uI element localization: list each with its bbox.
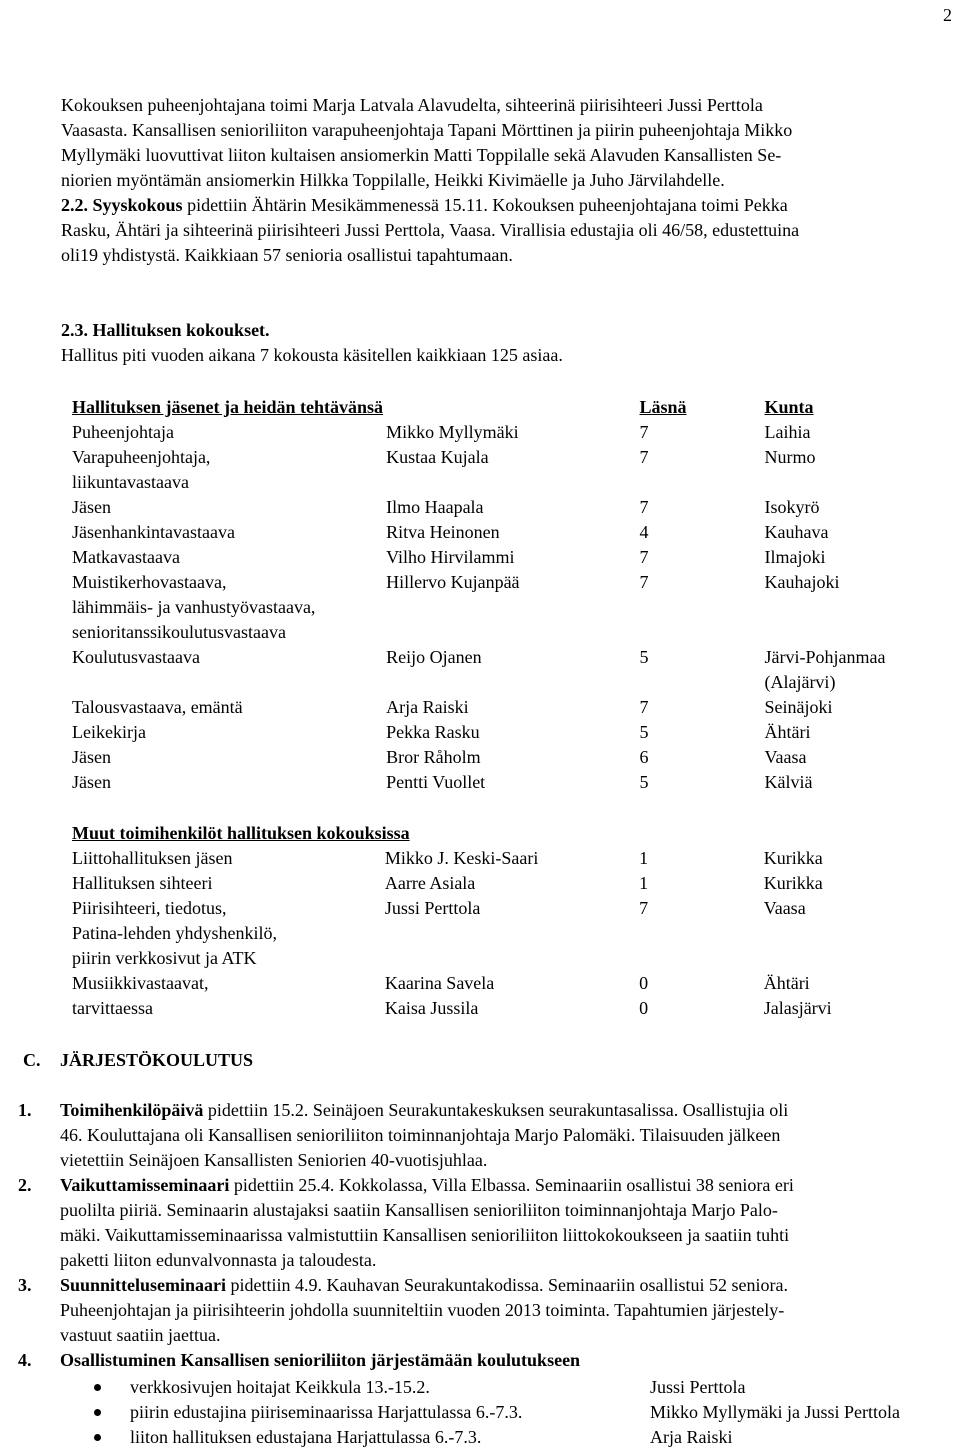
paragraph-line: oli19 yhdistystä. Kaikkiaan 57 senioria osallistui tapahtumaan. [61, 245, 513, 265]
attendance-cell: 5 [639, 772, 649, 792]
municipality-cell: Kurikka [763, 848, 823, 868]
role-cell: Koulutusvastaava [72, 647, 200, 667]
attendance-cell: 7 [639, 572, 649, 592]
name-cell: Aarre Asiala [384, 873, 476, 893]
item-line: mäki. Vaikuttamisseminaarissa valmistuttiin Kansallisen senioriliiton liittokokoukseen ja saatiin tuhti [60, 1225, 790, 1245]
role-cell: Muistikerhovastaava, lähimmäis- ja vanhustyövastaava, senioritanssikoulutusvastaava [72, 572, 316, 642]
board-member-row [72, 645, 960, 695]
item-line [60, 1348, 957, 1373]
attendance-cell: 5 [639, 647, 649, 667]
attendance-cell: 4 [639, 522, 649, 542]
attendance-cell: 1 [639, 873, 649, 893]
attendance-cell: 7 [639, 447, 649, 467]
item-number: 3. [18, 1275, 32, 1295]
official-row [72, 896, 960, 971]
attendance-cell: 5 [639, 722, 649, 742]
training-item [60, 1348, 957, 1373]
board-member-row [72, 770, 960, 795]
header-duties: Hallituksen jäsenet ja heidän tehtävänsä [72, 397, 384, 417]
bullet-text: verkkosivujen hoitajat Keikkula 13.-15.2. [130, 1377, 430, 1397]
attendance-cell: 0 [639, 998, 649, 1018]
intro-line: Kokouksen puheenjohtajana toimi Marja Latvala Alavudelta, sihteerinä piirisihteeri Jussi Perttola [61, 95, 763, 115]
board-meetings-paragraph [61, 318, 960, 368]
attendance-cell: 7 [639, 422, 649, 442]
bullet-participant: Arja Raiski [650, 1427, 733, 1447]
name-cell: Vilho Hirvilammi [386, 547, 515, 567]
bullet-icon [94, 1434, 101, 1441]
name-cell: Kaisa Jussila [384, 998, 479, 1018]
item-line: Puheenjohtajan ja piirisihteerin johdolla suunniteltiin vuoden 2013 toiminta. Tapahtumien järjestely- [60, 1300, 785, 1320]
syyskokous-paragraph [61, 193, 960, 268]
intro-line: niorien myöntämän ansiomerkin Hilkka Toppilalle, Heikki Kivimäelle ja Juho Järvilahdelle. [61, 170, 725, 190]
attendance-cell: 7 [639, 497, 649, 517]
attendance-cell: 7 [639, 697, 649, 717]
paragraph-line: Rasku, Ähtäri ja sihteerinä piirisihteeri Jussi Perttola, Vaasa. Virallisia edustajia oli 46/58, edustettuina [61, 220, 800, 240]
name-cell: Arja Raiski [386, 697, 469, 717]
name-cell: Ilmo Haapala [386, 497, 484, 517]
intro-paragraph [61, 93, 960, 193]
table-header-row [72, 821, 960, 846]
section-title: JÄRJESTÖKOULUTUS [60, 1050, 254, 1070]
paragraph-line: Hallitus piti vuoden aikana 7 kokousta käsitellen kaikkiaan 125 asiaa. [61, 345, 563, 365]
municipality-cell: Jalasjärvi [763, 998, 832, 1018]
attendance-cell: 7 [639, 898, 649, 918]
bullet-icon [94, 1384, 101, 1391]
board-members-table [72, 395, 960, 795]
role-cell: Puheenjohtaja [72, 422, 174, 442]
name-cell: Pentti Vuollet [386, 772, 486, 792]
bullet-icon [94, 1409, 101, 1416]
item-line: vietettiin Seinäjoen Kansallisten Seniorien 40-vuotisjuhlaa. [60, 1150, 488, 1170]
item-number: 1. [18, 1100, 32, 1120]
role-cell: Piirisihteeri, tiedotus, Patina-lehden yhdyshenkilö, piirin verkkosivut ja ATK [72, 898, 277, 968]
municipality-cell: Isokyrö [764, 497, 820, 517]
item-line: paketti liiton edunvalvonnasta ja taloudesta. [60, 1250, 377, 1270]
municipality-cell: Kälviä [764, 772, 813, 792]
board-member-row [72, 495, 960, 520]
official-row [72, 996, 960, 1021]
item-line: Suunnitteluseminaari pidettiin 4.9. Kauhavan Seurakuntakodissa. Seminaariin osallistui 52 seniora. [60, 1275, 788, 1295]
name-cell: Pekka Rasku [386, 722, 480, 742]
item-line: Vaikuttamisseminaari pidettiin 25.4. Kokkolassa, Villa Elbassa. Seminaariin osallistui 38 seniora eri [60, 1175, 794, 1195]
table-header-row [72, 395, 960, 420]
name-cell: Mikko J. Keski-Saari [384, 848, 539, 868]
role-cell: Jäsen [72, 497, 111, 517]
intro-line: Vaasasta. Kansallisen senioriliiton varapuheenjohtaja Tapani Mörttinen ja piirin puheenjohtaja Mikko [61, 120, 793, 140]
training-item [60, 1273, 957, 1348]
role-cell: Varapuheenjohtaja, liikuntavastaava [72, 447, 211, 492]
item-line: Toimihenkilöpäivä pidettiin 15.2. Seinäjoen Seurakuntakeskuksen seurakuntasalissa. Osallistujia oli [60, 1100, 789, 1120]
item-heading: Suunnitteluseminaari [60, 1275, 227, 1295]
header-other-officials: Muut toimihenkilöt hallituksen kokouksissa [72, 823, 410, 843]
name-cell: Bror Råholm [386, 747, 481, 767]
name-cell: Kustaa Kujala [386, 447, 489, 467]
name-cell: Hillervo Kujanpää [386, 572, 520, 592]
board-member-row [72, 720, 960, 745]
role-cell: tarvittaessa [72, 998, 153, 1018]
board-member-row [72, 545, 960, 570]
bullet-text: piirin edustajina piiriseminaarissa Harjattulassa 6.-7.3. [130, 1402, 523, 1422]
other-officials-table [72, 821, 960, 1021]
item-line: puolilta piiriä. Seminaarin alustajaksi saatiin Kansallisen senioriliiton toiminnanjohtaja Marjo Palo- [60, 1200, 778, 1220]
intro-line: Myllymäki luovuttivat liiton kultaisen ansiomerkin Matti Toppilalle sekä Alavuden Kansallisten Se- [61, 145, 782, 165]
item-line: vastuut saatiin jaettua. [60, 1325, 221, 1345]
header-attendance: Läsnä [639, 397, 687, 417]
page-number: 2 [943, 5, 952, 25]
municipality-cell: Ähtäri [764, 722, 811, 742]
bullet-participant: Mikko Myllymäki ja Jussi Perttola [650, 1402, 900, 1422]
role-cell: Leikekirja [72, 722, 146, 742]
official-row [72, 871, 960, 896]
role-cell: Hallituksen sihteeri [72, 873, 213, 893]
name-cell: Reijo Ojanen [386, 647, 482, 667]
role-cell: Jäsenhankintavastaava [72, 522, 235, 542]
name-cell: Kaarina Savela [384, 973, 495, 993]
section-number: 2.2. [61, 195, 88, 215]
section-c-heading [23, 1048, 253, 1073]
municipality-cell: Kauhava [764, 522, 829, 542]
role-cell: Matkavastaava [72, 547, 180, 567]
board-member-row [72, 445, 960, 495]
role-cell: Jäsen [72, 772, 111, 792]
item-number: 2. [18, 1175, 32, 1195]
board-member-row [72, 695, 960, 720]
municipality-cell: Ilmajoki [764, 547, 826, 567]
official-row [72, 971, 960, 996]
role-cell: Liittohallituksen jäsen [72, 848, 233, 868]
bullet-text: liiton hallituksen edustajana Harjattulassa 6.-7.3. [130, 1427, 482, 1447]
municipality-cell: Järvi-Pohjanmaa (Alajärvi) [764, 647, 886, 692]
item-number: 4. [18, 1350, 32, 1370]
official-row [72, 846, 960, 871]
role-cell: Talousvastaava, emäntä [72, 697, 243, 717]
board-member-row [72, 745, 960, 770]
municipality-cell: Nurmo [764, 447, 816, 467]
item-heading: Toimihenkilöpäivä [60, 1100, 204, 1120]
municipality-cell: Ähtäri [763, 973, 810, 993]
paragraph-text: pidettiin Ähtärin Mesikämmenessä 15.11. Kokouksen puheenjohtajana toimi Pekka [182, 195, 788, 215]
municipality-cell: Laihia [764, 422, 811, 442]
item-line: 46. Kouluttajana oli Kansallisen senioriliiton toiminnanjohtaja Marjo Palomäki. Tilaisuuden jälkeen [60, 1125, 781, 1145]
attendance-cell: 7 [639, 547, 649, 567]
item-heading: Osallistuminen Kansallisen senioriliiton järjestämään koulutukseen [60, 1350, 581, 1370]
bullet-participant: Jussi Perttola [650, 1377, 746, 1397]
attendance-cell: 0 [639, 973, 649, 993]
municipality-cell: Vaasa [763, 898, 806, 918]
training-item [60, 1173, 957, 1273]
section-heading: 2.3. Hallituksen kokoukset. [61, 320, 270, 340]
attendance-cell: 1 [639, 848, 649, 868]
municipality-cell: Kurikka [763, 873, 823, 893]
board-member-row [72, 570, 960, 645]
name-cell: Jussi Perttola [384, 898, 481, 918]
municipality-cell: Vaasa [764, 747, 807, 767]
role-cell: Musiikkivastaavat, [72, 973, 209, 993]
board-member-row [72, 420, 960, 445]
municipality-cell: Seinäjoki [764, 697, 833, 717]
training-item [60, 1098, 957, 1173]
header-municipality: Kunta [764, 397, 814, 417]
municipality-cell: Kauhajoki [764, 572, 840, 592]
board-member-row [72, 520, 960, 545]
name-cell: Mikko Myllymäki [386, 422, 519, 442]
attendance-cell: 6 [639, 747, 649, 767]
section-letter: C. [23, 1050, 41, 1070]
role-cell: Jäsen [72, 747, 111, 767]
section-heading: Syyskokous [92, 195, 183, 215]
name-cell: Ritva Heinonen [386, 522, 500, 542]
item-heading: Vaikuttamisseminaari [60, 1175, 230, 1195]
